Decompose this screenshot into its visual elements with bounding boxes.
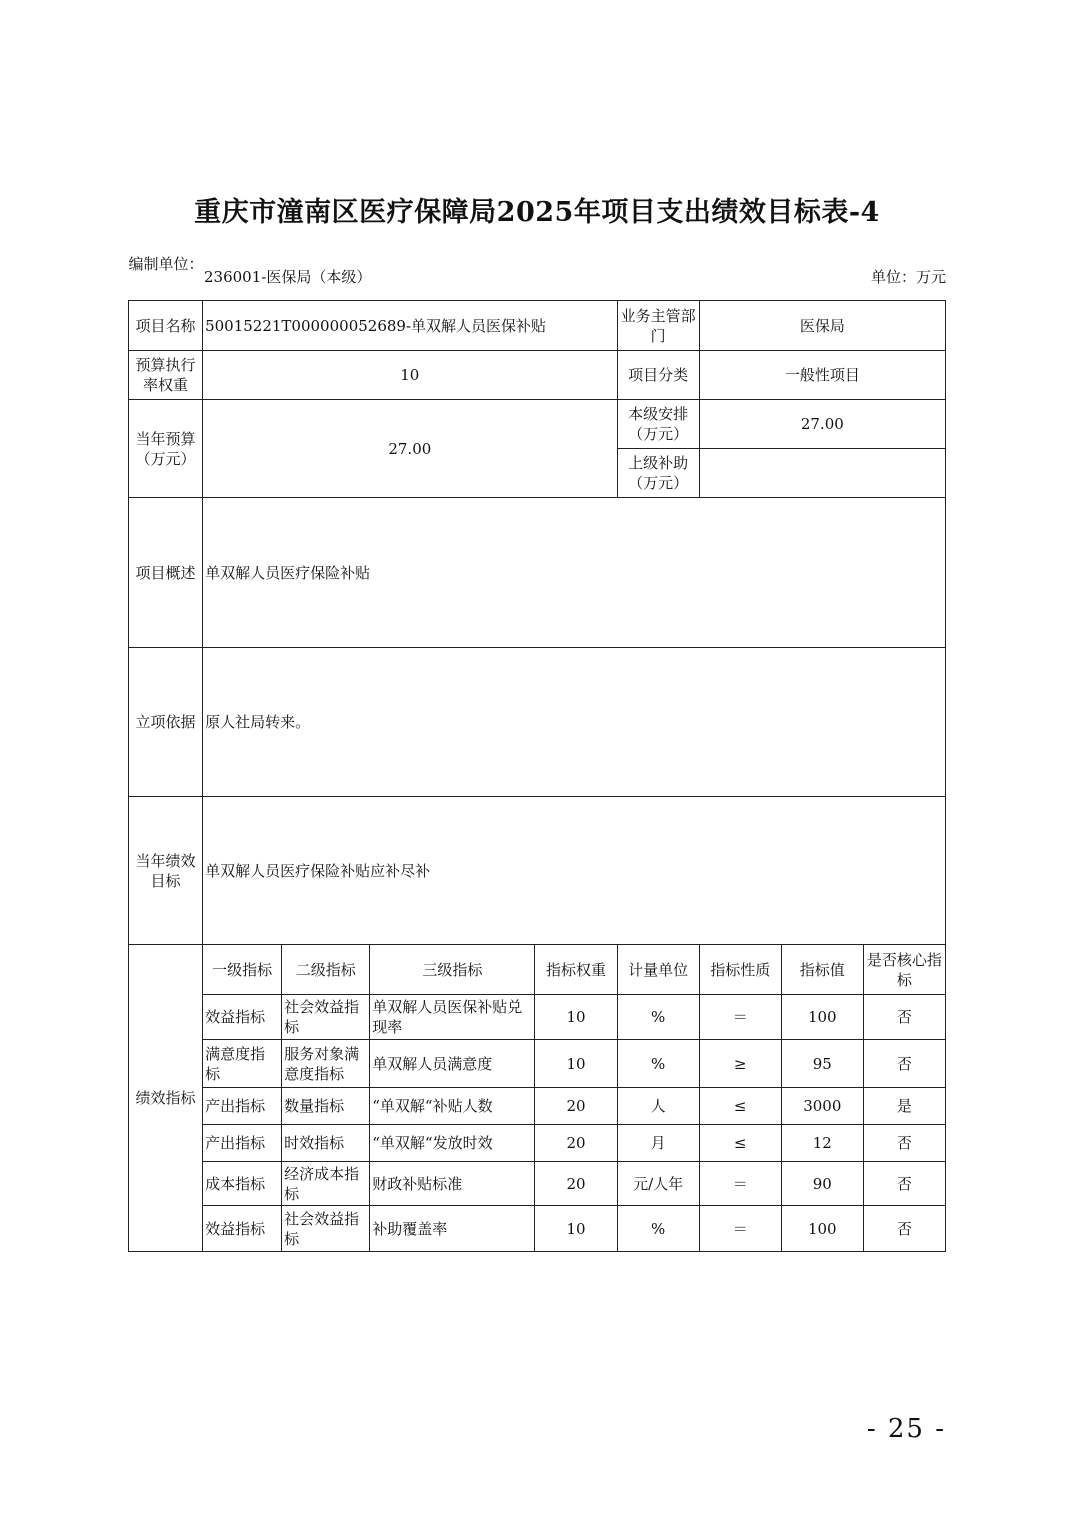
unit-cell: % xyxy=(617,1040,699,1088)
indicator-header: 一级指标 xyxy=(203,945,282,995)
table-row xyxy=(129,1206,946,1252)
weight-cell: 20 xyxy=(535,1125,617,1162)
indicator-header: 指标权重 xyxy=(535,945,617,995)
indicator-header: 指标值 xyxy=(781,945,863,995)
weight-cell: 10 xyxy=(535,1040,617,1088)
indicators-section-label: 绩效指标 xyxy=(129,945,203,1252)
table-row xyxy=(129,1162,946,1206)
level1-cell: 效益指标 xyxy=(203,1206,282,1252)
indicator-header: 二级指标 xyxy=(282,945,370,995)
core-cell: 否 xyxy=(863,1162,945,1206)
table-row xyxy=(129,1088,946,1125)
project-category-label: 项目分类 xyxy=(617,351,699,400)
department-label: 业务主管部门 xyxy=(617,301,699,351)
core-cell: 否 xyxy=(863,1040,945,1088)
weight-cell: 20 xyxy=(535,1162,617,1206)
table-row xyxy=(129,1125,946,1162)
department-value: 医保局 xyxy=(699,301,945,351)
weight-cell: 10 xyxy=(535,1206,617,1252)
level3-cell: “单双解“发放时效 xyxy=(370,1125,535,1162)
level3-cell: 单双解人员医保补贴兑现率 xyxy=(370,995,535,1040)
indicator-header: 是否核心指标 xyxy=(863,945,945,995)
indicator-header: 指标性质 xyxy=(699,945,781,995)
core-cell: 否 xyxy=(863,1206,945,1252)
nature-cell: ＝ xyxy=(699,1206,781,1252)
nature-cell: ≤ xyxy=(699,1088,781,1125)
local-allocation-value: 27.00 xyxy=(699,400,945,449)
level1-cell: 产出指标 xyxy=(203,1088,282,1125)
value-cell: 90 xyxy=(781,1162,863,1206)
core-cell: 否 xyxy=(863,995,945,1040)
indicator-header-row xyxy=(129,945,946,995)
level1-cell: 产出指标 xyxy=(203,1125,282,1162)
value-cell: 100 xyxy=(781,1206,863,1252)
project-name-label: 项目名称 xyxy=(129,301,203,351)
money-unit-label: 单位：万元 xyxy=(870,268,946,286)
upper-subsidy-label: 上级补助（万元） xyxy=(617,449,699,498)
core-cell: 是 xyxy=(863,1088,945,1125)
nature-cell: ＝ xyxy=(699,1162,781,1206)
project-name-value: 50015221T000000052689-单双解人员医保补贴 xyxy=(203,301,617,351)
overview-value: 单双解人员医疗保险补贴 xyxy=(203,498,946,648)
nature-cell: ≤ xyxy=(699,1125,781,1162)
project-category-value: 一般性项目 xyxy=(699,351,945,400)
level2-cell: 时效指标 xyxy=(282,1125,370,1162)
level3-cell: 补助覆盖率 xyxy=(370,1206,535,1252)
unit-cell: % xyxy=(617,995,699,1040)
level3-cell: “单双解“补贴人数 xyxy=(370,1088,535,1125)
level1-cell: 满意度指标 xyxy=(203,1040,282,1088)
level2-cell: 数量指标 xyxy=(282,1088,370,1125)
level1-cell: 效益指标 xyxy=(203,995,282,1040)
upper-subsidy-value xyxy=(699,449,945,498)
value-cell: 12 xyxy=(781,1125,863,1162)
value-cell: 100 xyxy=(781,995,863,1040)
performance-target-table xyxy=(128,300,946,1252)
annual-budget-label: 当年预算（万元） xyxy=(129,400,203,498)
document-title: 重庆市潼南区医疗保障局2025年项目支出绩效目标表-4 xyxy=(194,197,880,228)
level2-cell: 社会效益指标 xyxy=(282,995,370,1040)
annual-goal-value: 单双解人员医疗保险补贴应补尽补 xyxy=(203,797,946,945)
annual-goal-label: 当年绩效目标 xyxy=(129,797,203,945)
nature-cell: ≥ xyxy=(699,1040,781,1088)
level3-cell: 财政补贴标准 xyxy=(370,1162,535,1206)
compiling-unit-label: 编制单位： xyxy=(128,255,204,273)
overview-label: 项目概述 xyxy=(129,498,203,648)
weight-cell: 10 xyxy=(535,995,617,1040)
nature-cell: ＝ xyxy=(699,995,781,1040)
level2-cell: 经济成本指标 xyxy=(282,1162,370,1206)
core-cell: 否 xyxy=(863,1125,945,1162)
level3-cell: 单双解人员满意度 xyxy=(370,1040,535,1088)
table-row xyxy=(129,1040,946,1088)
value-cell: 95 xyxy=(781,1040,863,1088)
basis-value: 原人社局转来。 xyxy=(203,648,946,797)
annual-budget-value: 27.00 xyxy=(203,400,617,498)
exec-weight-label: 预算执行率权重 xyxy=(129,351,203,400)
level1-cell: 成本指标 xyxy=(203,1162,282,1206)
indicator-header: 计量单位 xyxy=(617,945,699,995)
basis-label: 立项依据 xyxy=(129,648,203,797)
unit-cell: 月 xyxy=(617,1125,699,1162)
weight-cell: 20 xyxy=(535,1088,617,1125)
table-row xyxy=(129,995,946,1040)
exec-weight-value: 10 xyxy=(203,351,617,400)
value-cell: 3000 xyxy=(781,1088,863,1125)
level2-cell: 服务对象满意度指标 xyxy=(282,1040,370,1088)
unit-cell: 元/人年 xyxy=(617,1162,699,1206)
level2-cell: 社会效益指标 xyxy=(282,1206,370,1252)
page-number: - 25 - xyxy=(866,1414,946,1444)
unit-cell: % xyxy=(617,1206,699,1252)
indicator-header: 三级指标 xyxy=(370,945,535,995)
local-allocation-label: 本级安排（万元） xyxy=(617,400,699,449)
compiling-unit-value: 236001-医保局（本级） xyxy=(204,268,372,286)
unit-cell: 人 xyxy=(617,1088,699,1125)
